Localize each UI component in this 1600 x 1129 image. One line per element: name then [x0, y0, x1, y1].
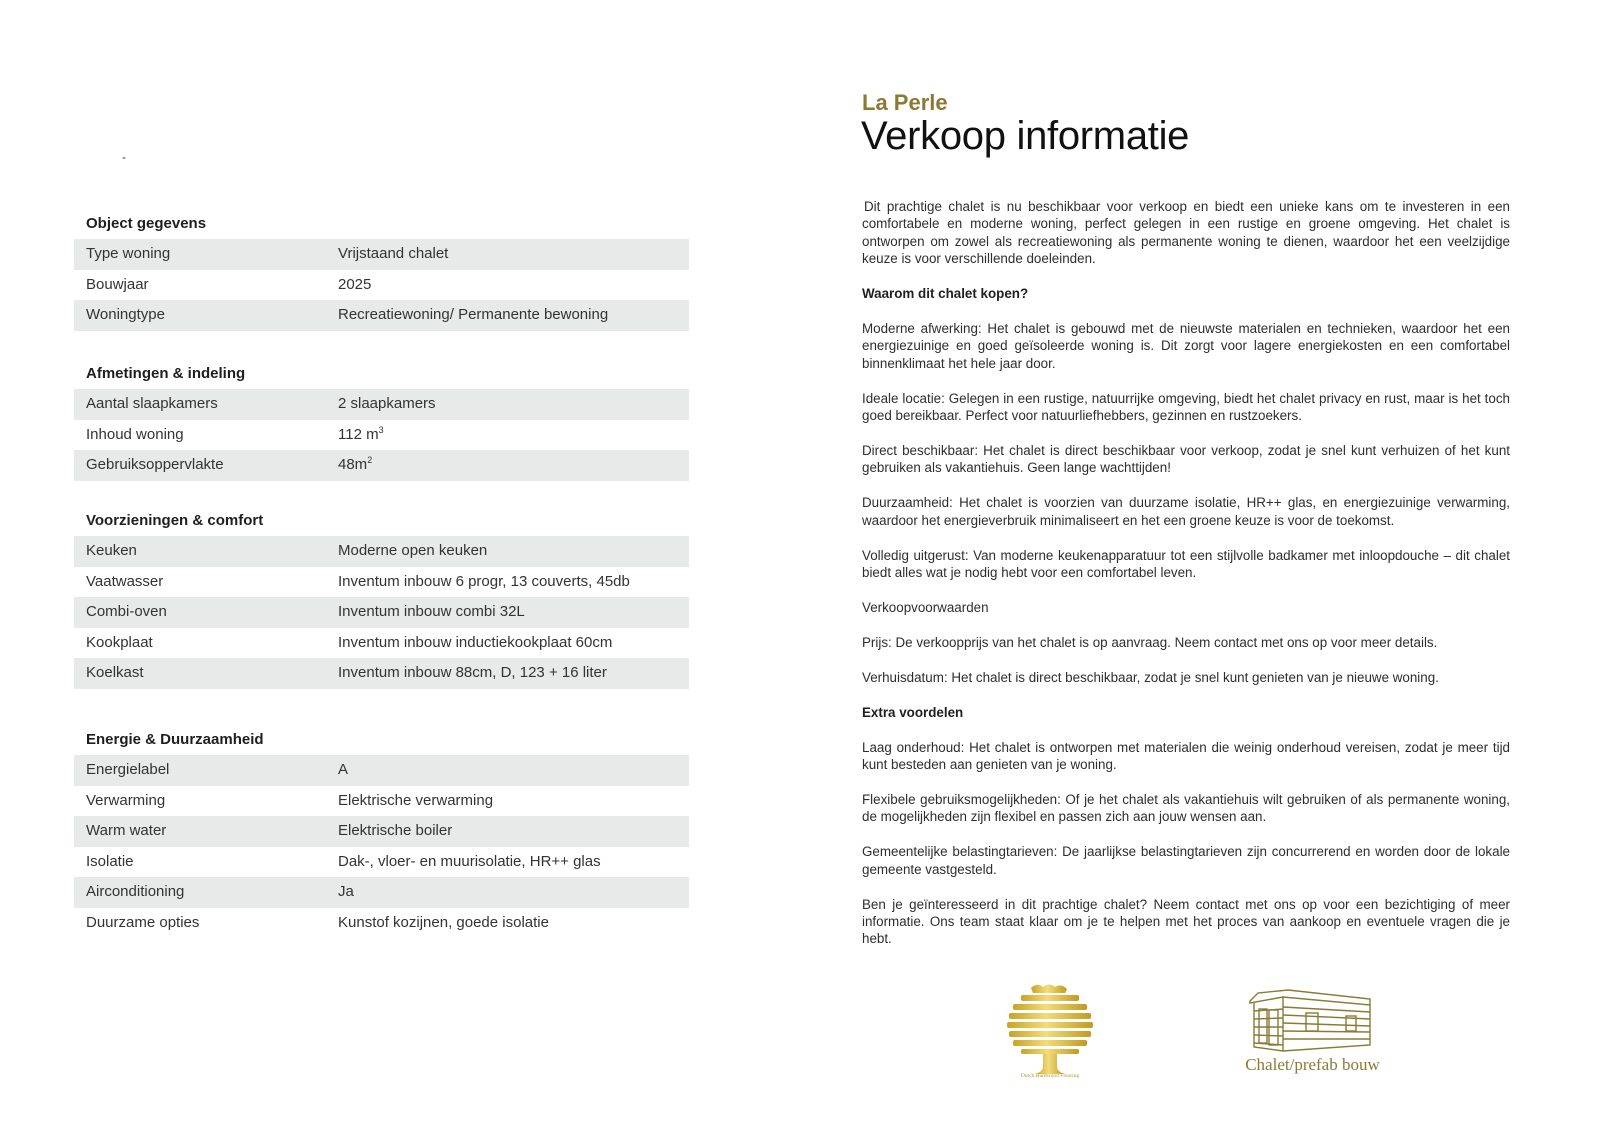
spec-value	[338, 450, 689, 481]
paragraph-laag-onderhoud: Laag onderhoud: Het chalet is ontworpen met materialen die weinig onderhoud vereisen, zodat je meer tijd kunt besteden aan genieten van je woning.	[862, 739, 1510, 773]
spec-label: Aantal slaapkamers	[86, 395, 218, 412]
spec-row	[74, 270, 689, 301]
paragraph-verkoopvoorwaarden: Verkoopvoorwaarden	[862, 600, 989, 615]
value-text: 112 m	[338, 425, 379, 443]
tree-logo-caption: Dutch Hardwood Flooring	[1020, 1073, 1080, 1079]
spec-label: Kookplaat	[86, 633, 153, 651]
spec-label: Verwarming	[86, 791, 166, 809]
spec-label: Airconditioning	[86, 883, 185, 900]
spec-label: Combi-oven	[86, 603, 167, 620]
subheading-extra-voordelen: Extra voordelen	[862, 704, 964, 720]
spec-label: Type woning	[86, 245, 171, 262]
spec-value: Recreatiewoning/ Permanente bewoning	[338, 306, 609, 323]
spec-value: A	[338, 761, 349, 778]
paragraph-volledig-uitgerust: Volledig uitgerust: Van moderne keukenapparatuur tot een stijlvolle badkamer met inloopdouche – dit chalet biedt alles wat je nodig hebt voor een comfortabel leven.	[862, 547, 1510, 581]
spec-value: Inventum inbouw 6 progr, 13 couverts, 45db	[338, 572, 630, 590]
paragraph-belastingtarieven: Gemeentelijke belastingtarieven: De jaarlijkse belastingtarieven zijn concurrerend en worden door de lokale gemeente vastgesteld.	[862, 844, 1510, 877]
spec-row	[74, 877, 689, 908]
spec-label: Vaatwasser	[86, 572, 164, 590]
spec-row	[74, 816, 689, 847]
page-title: Verkoop informatie	[861, 114, 1190, 158]
spec-value: Ja	[338, 883, 354, 900]
spec-value: 2 slaapkamers	[338, 395, 436, 412]
spec-label: Isolatie	[86, 852, 134, 870]
paragraph-ideale-locatie: Ideale locatie: Gelegen in een rustige, natuurrijke omgeving, biedt het chalet privacy en rust, maar is het toch goed bereikbaar. Perfect voor natuurliefhebbers, gezinnen en rustzoekers.	[862, 390, 1510, 424]
paragraph-prijs: Prijs: De verkoopprijs van het chalet is op aanvraag. Neem contact met ons op voor meer details.	[862, 634, 1438, 650]
spec-row	[74, 300, 689, 331]
spec-row	[74, 239, 689, 270]
stray-mark: -	[122, 150, 126, 164]
spec-value	[338, 420, 689, 451]
sales-info-page	[800, 0, 1600, 1129]
spec-row	[74, 658, 689, 689]
subheading-why-buy: Waarom dit chalet kopen?	[862, 286, 1029, 302]
spec-label: Keuken	[86, 542, 137, 559]
section-afmetingen	[74, 359, 689, 481]
superscript: 3	[378, 424, 384, 435]
spec-label: Energielabel	[86, 761, 170, 778]
spec-row	[74, 420, 689, 451]
section-heading: Energie & Duurzaamheid	[86, 731, 264, 748]
value-text: 48m	[338, 456, 368, 473]
section-voorzieningen	[74, 506, 689, 689]
paragraph-flexibel: Flexibele gebruiksmogelijkheden: Of je het chalet als vakantiehuis wilt gebruiken of als permanente woning, de mogelijkheden zijn flexibel en passen zich aan jouw wensen aan.	[862, 791, 1510, 825]
spec-label: Koelkast	[86, 664, 144, 681]
chalet-logo-caption: Chalet/prefab bouw	[1245, 1055, 1380, 1074]
spec-value: Vrijstaand chalet	[338, 245, 449, 262]
spec-row	[74, 628, 689, 659]
spec-value: Dak-, vloer- en muurisolatie, HR++ glas	[338, 852, 601, 870]
paragraph-direct-beschikbaar: Direct beschikbaar: Het chalet is direct beschikbaar voor verkoop, zodat je snel kunt verhuizen of het kunt gebruiken als vakantiehuis. Geen lange wachttijden!	[862, 443, 1510, 476]
spec-value: Inventum inbouw inductiekookplaat 60cm	[338, 633, 613, 651]
spec-label: Warm water	[86, 822, 167, 839]
spec-row	[74, 755, 689, 786]
chalet-logo-icon	[1248, 985, 1373, 1055]
spec-value: Kunstof kozijnen, goede isolatie	[338, 913, 549, 931]
spec-label: Bouwjaar	[86, 275, 149, 293]
spec-row	[74, 908, 689, 939]
intro-paragraph: Dit prachtige chalet is nu beschikbaar voor verkoop en biedt een unieke kans om te investeren in een comfortabele en moderne woning, perfect gelegen in een rustige en groene omgeving. Het chalet is ontworpen om zowel als recreatiewoning als permanente woning te dienen, waardoor het een veelzijdige keuze is voor verschillende doeleinden.	[862, 199, 1510, 267]
paragraph-verhuisdatum: Verhuisdatum: Het chalet is direct beschikbaar, zodat je snel kunt genieten van je nieuwe woning.	[862, 669, 1439, 685]
sales-description	[862, 198, 1510, 965]
tree-logo-icon	[1005, 980, 1095, 1085]
spec-value: 2025	[338, 275, 372, 293]
spec-label: Inhoud woning	[86, 425, 184, 443]
spec-value: Inventum inbouw combi 32L	[338, 603, 525, 620]
section-energie	[74, 725, 689, 938]
brand-name: La Perle	[862, 90, 948, 115]
spec-value: Moderne open keuken	[338, 542, 488, 559]
spec-row	[74, 389, 689, 420]
spec-row	[74, 536, 689, 567]
spec-row	[74, 597, 689, 628]
section-object-gegevens	[74, 209, 689, 331]
spec-row	[74, 567, 689, 598]
section-heading: Afmetingen & indeling	[86, 365, 246, 382]
superscript: 2	[367, 455, 373, 465]
spec-label: Woningtype	[86, 306, 165, 323]
spec-row	[74, 847, 689, 878]
spec-value: Elektrische verwarming	[338, 791, 494, 809]
spec-label: Gebruiksoppervlakte	[86, 456, 224, 473]
paragraph-duurzaamheid: Duurzaamheid: Het chalet is voorzien van duurzame isolatie, HR++ glas, en energiezuinige verwarming, waardoor het energieverbruik minimaliseert en het een groene keuze is voor de toekomst.	[862, 495, 1510, 528]
paragraph-moderne-afwerking: Moderne afwerking: Het chalet is gebouwd met de nieuwste materialen en technieken, waardoor het een energiezuinige en goed geïsoleerde woning is. Dit zorgt voor lagere energiekosten en een comfortabel binnenklimaat het hele jaar door.	[862, 321, 1510, 371]
spec-label: Duurzame opties	[86, 913, 200, 931]
section-heading: Voorzieningen & comfort	[86, 512, 264, 529]
spec-value: Elektrische boiler	[338, 822, 453, 839]
spec-row	[74, 450, 689, 481]
section-heading: Object gegevens	[86, 215, 207, 232]
spec-row	[74, 786, 689, 817]
spec-value: Inventum inbouw 88cm, D, 123 + 16 liter	[338, 664, 607, 681]
paragraph-contact: Ben je geïnteresseerd in dit prachtige chalet? Neem contact met ons op voor een bezichtiging of meer informatie. Ons team staat klaar om je te helpen met het proces van aankoop en eventuele vragen die je hebt.	[862, 896, 1510, 947]
